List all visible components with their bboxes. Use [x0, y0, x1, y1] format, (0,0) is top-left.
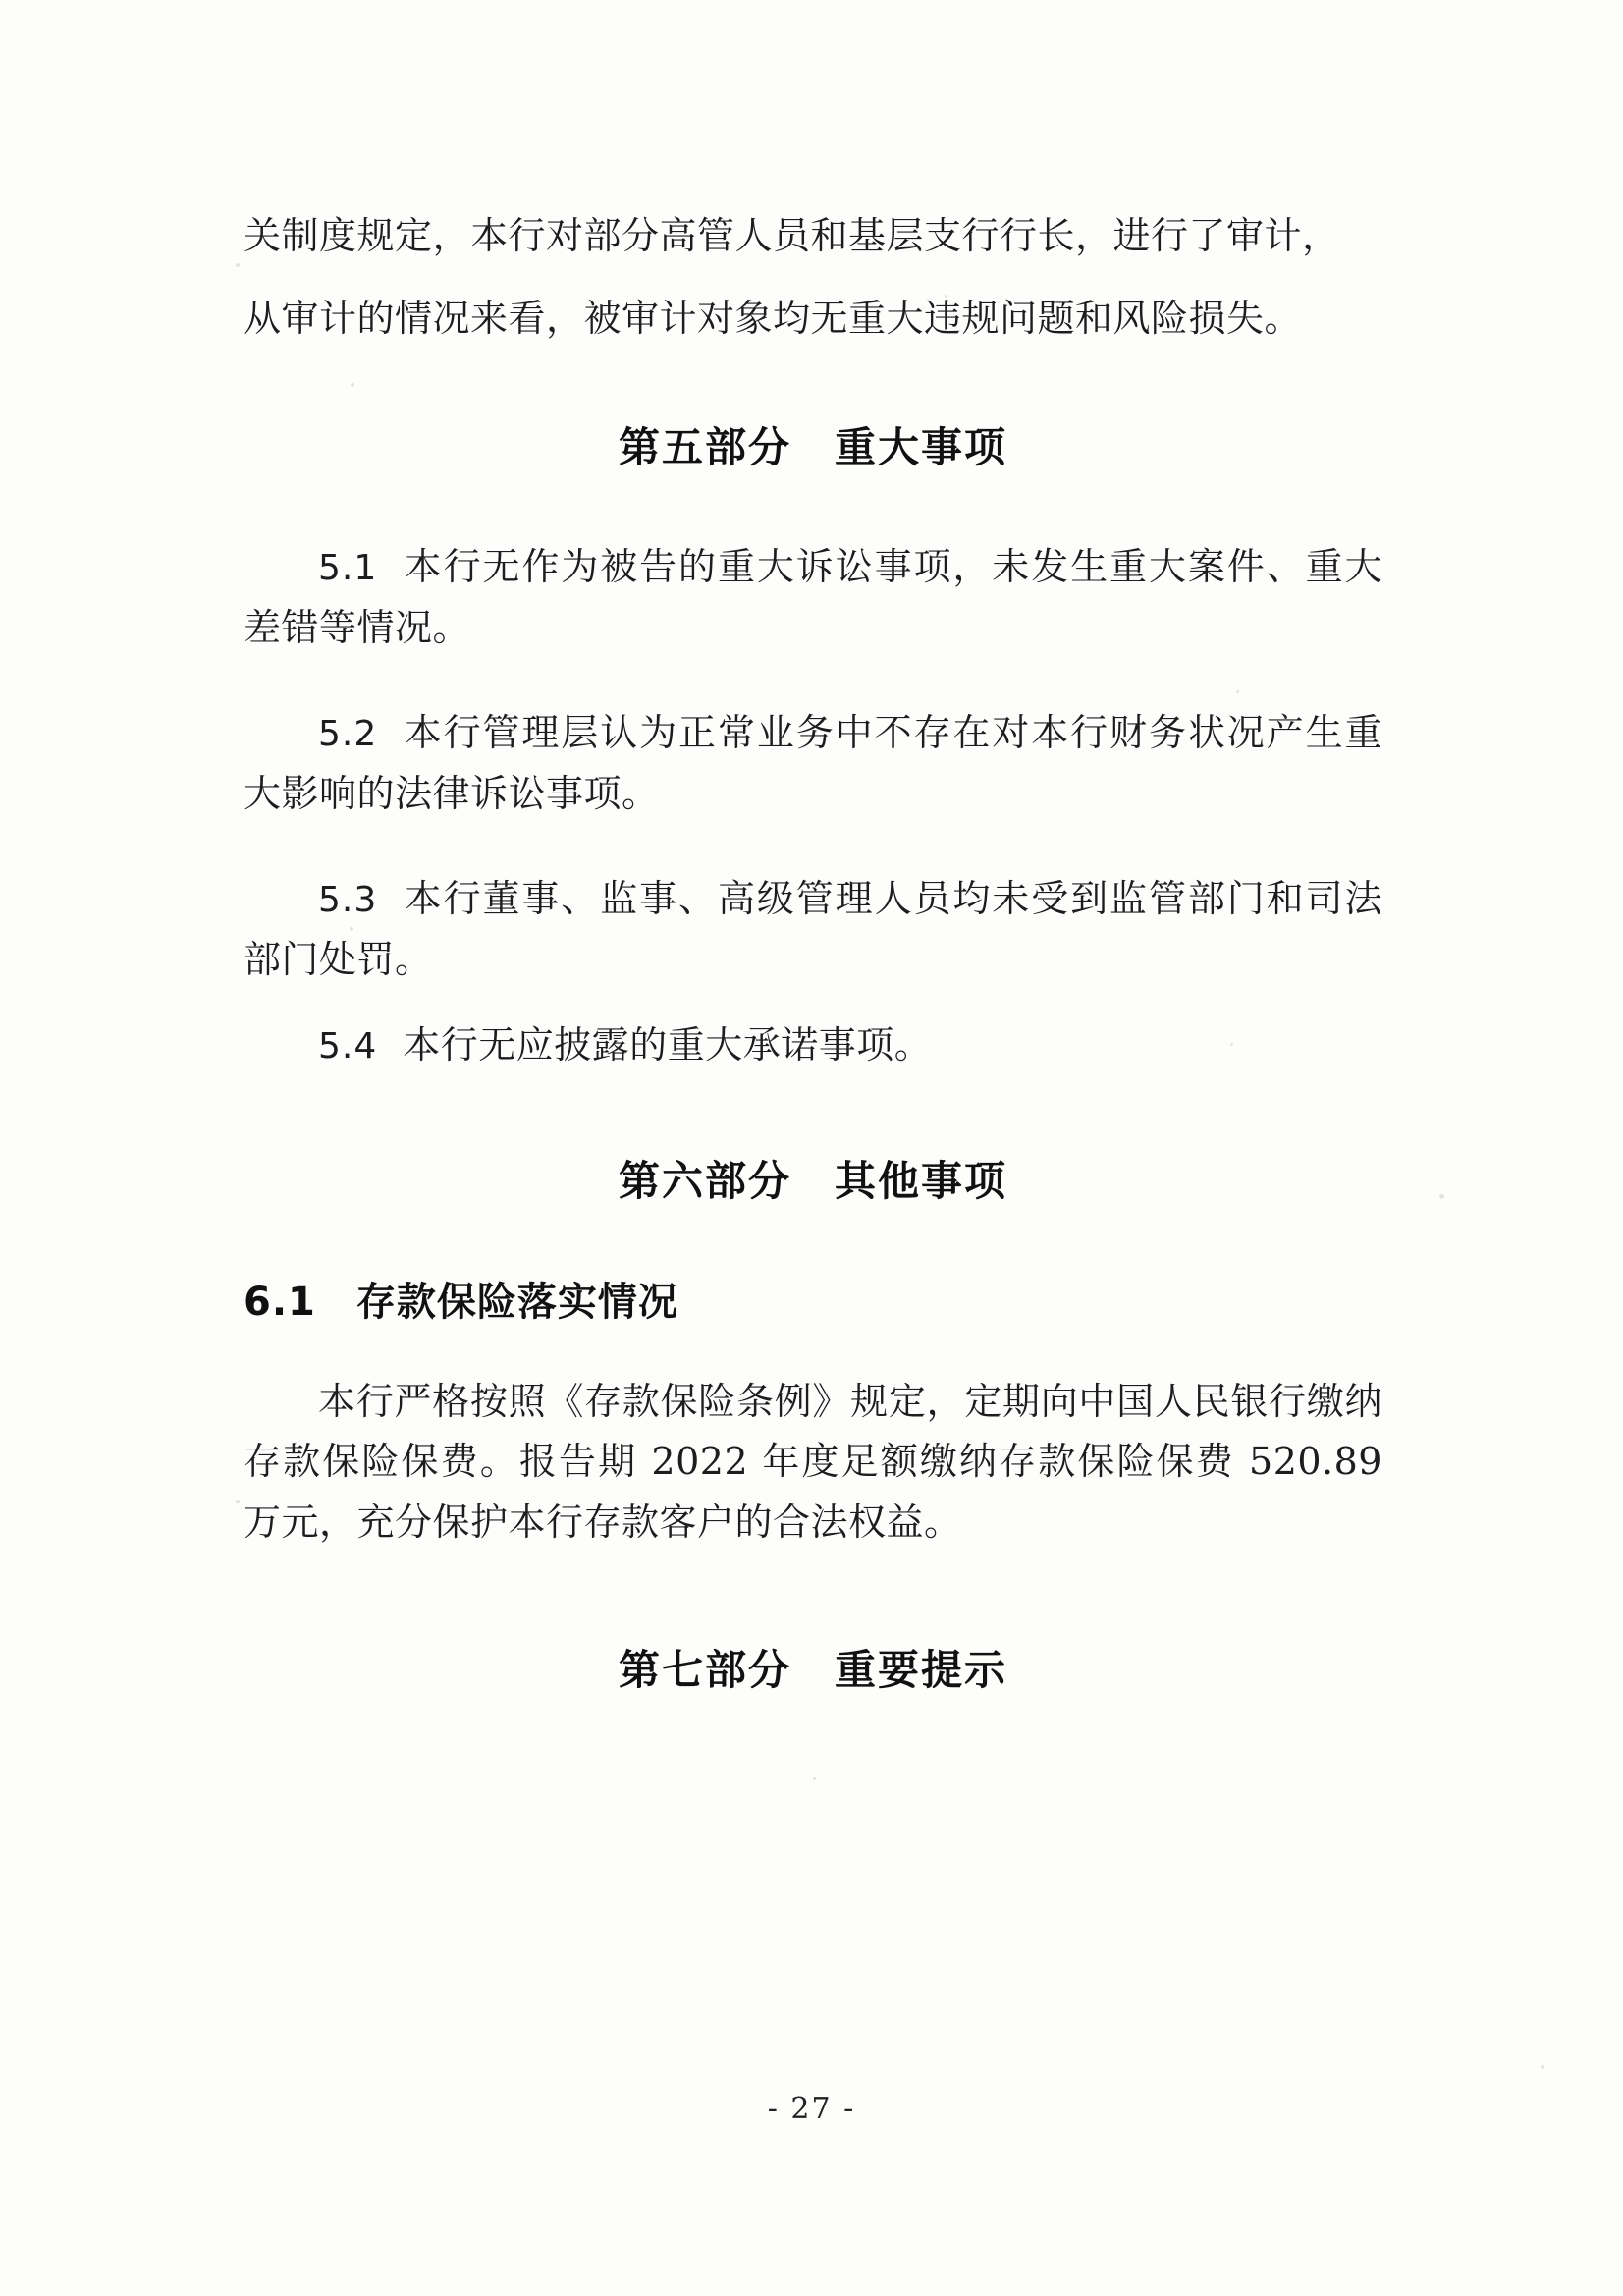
page-number: - 27 -: [767, 2092, 856, 2126]
section-7-heading: 第七部分 重要提示: [618, 1645, 1007, 1694]
spacer: [243, 658, 1382, 703]
item-text: 本行董事、监事、高级管理人员均未受到监管部门和司法部门处罚。: [243, 877, 1382, 981]
section-5-item-4: [243, 1015, 1382, 1076]
paper-speck: [236, 263, 240, 267]
section-5-item-1: [243, 537, 1382, 658]
paper-speck: [1439, 1194, 1444, 1199]
spacer: [243, 1327, 1382, 1372]
spacer: [243, 1076, 1382, 1149]
item-text: 本行无作为被告的重大诉讼事项，未发生重大案件、重大差错等情况。: [243, 545, 1382, 649]
section-6-1-subheading: 6.1 存款保险落实情况: [243, 1279, 678, 1325]
spacer: [243, 370, 1382, 415]
item-text: 本行无应披露的重大承诺事项。: [403, 1023, 933, 1067]
spacer: [243, 990, 1382, 1015]
paragraph-continued-1: 关制度规定，本行对部分高管人员和基层支行行长，进行了审计，: [243, 214, 1340, 257]
item-number: 5.2: [318, 714, 378, 755]
document-body: [243, 206, 1382, 1697]
section-5-item-3: [243, 869, 1382, 990]
spacer: [243, 1575, 1382, 1638]
spacer: [243, 824, 1382, 869]
section-5-item-2: [243, 703, 1382, 824]
paper-speck: [1541, 2065, 1544, 2069]
item-number: 5.3: [318, 880, 378, 921]
paper-speck: [236, 1500, 240, 1503]
section-5-heading: 第五部分 重大事项: [618, 423, 1007, 472]
paper-speck: [813, 1777, 816, 1780]
item-text: 本行管理层认为正常业务中不存在对本行财务状况产生重大影响的法律诉讼事项。: [243, 711, 1382, 815]
item-number: 5.1: [318, 548, 378, 589]
section-6-heading: 第六部分 其他事项: [618, 1156, 1007, 1205]
paragraph-continued-2: 从审计的情况来看，被审计对象均无重大违规问题和风险损失。: [243, 296, 1303, 340]
section-6-1-body: 本行严格按照《存款保险条例》规定，定期向中国人民银行缴纳存款保险保费。报告期 2022 年度足额缴纳存款保险保费 520.89 万元，充分保护本行存款客户的合法权益。: [243, 1379, 1382, 1545]
spacer: [243, 474, 1382, 537]
spacer: [243, 1208, 1382, 1271]
item-number: 5.4: [318, 1026, 378, 1067]
